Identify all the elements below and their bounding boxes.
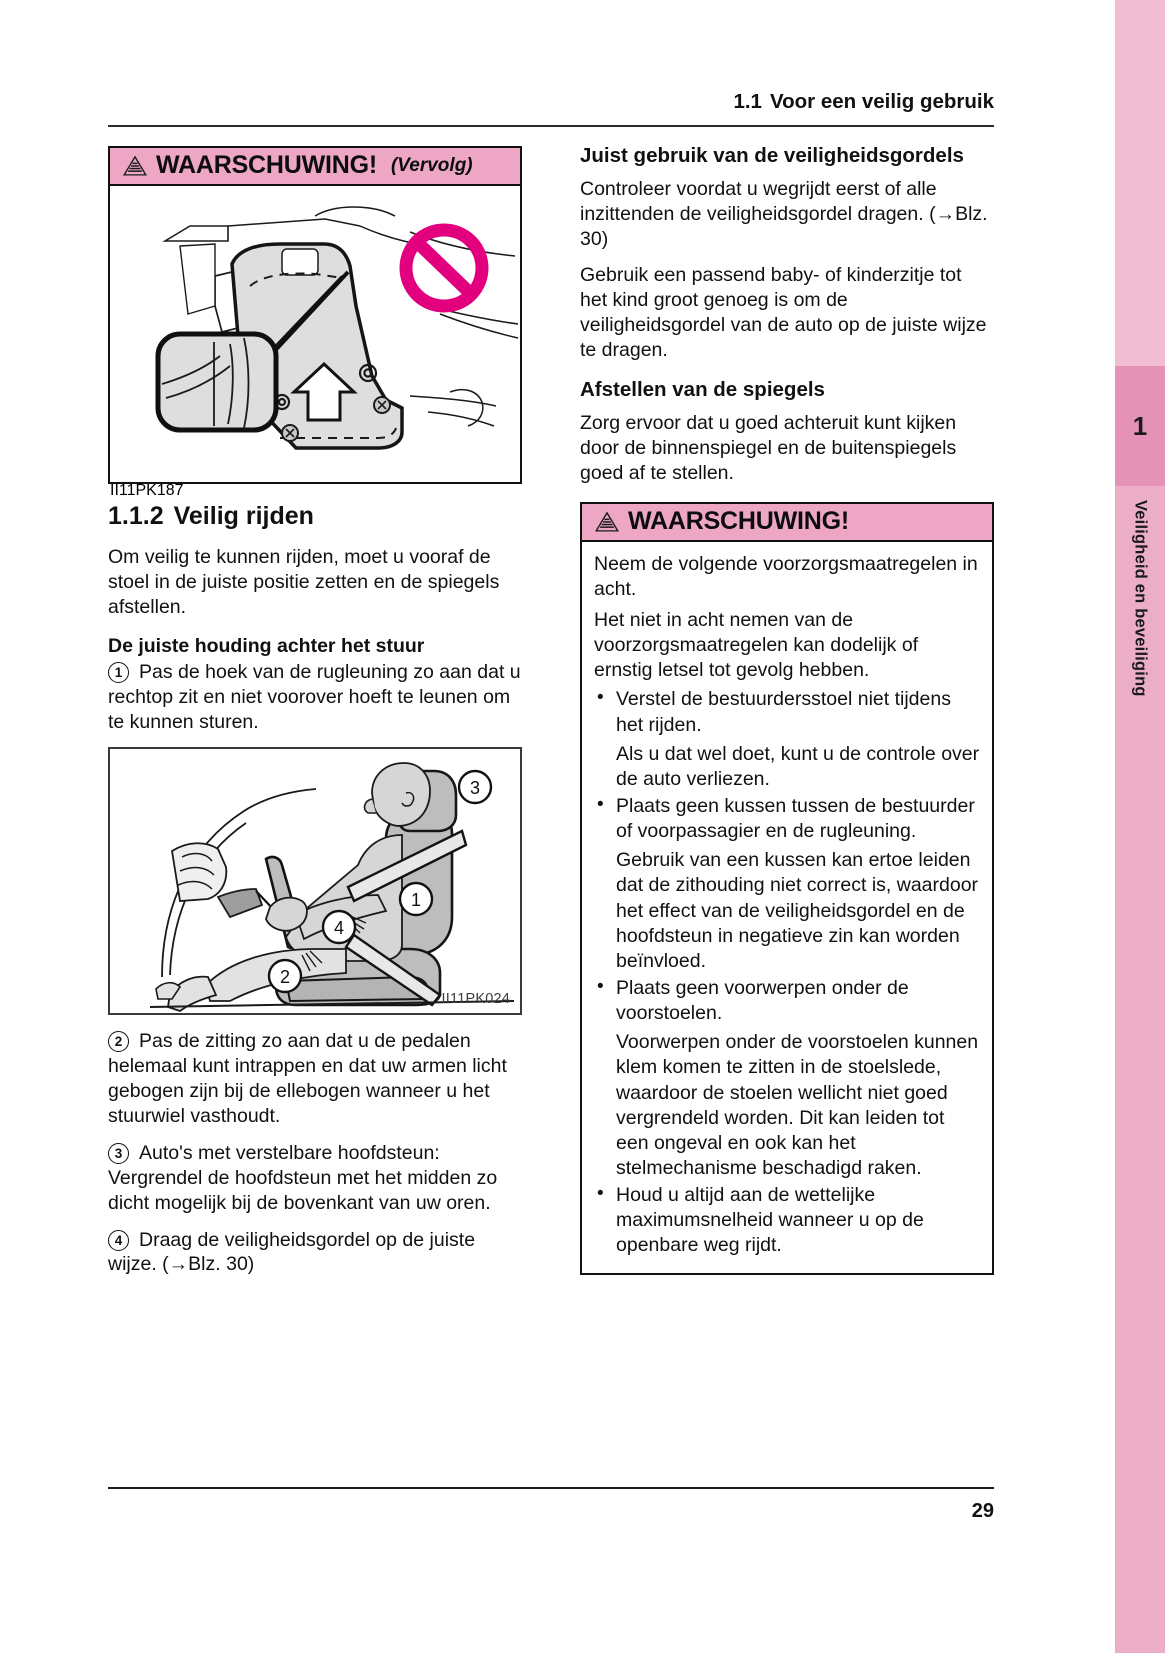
bullet-dot-icon: • [597,687,604,709]
warning-triangle-icon [122,154,148,177]
svg-text:3: 3 [469,777,481,798]
step-3-marker: 3 [108,1143,129,1164]
figure-driving-posture-art [110,749,520,1013]
warning-continued-title: WAARSCHUWING! [156,151,377,179]
header-divider [108,125,994,127]
step-3 [108,1141,522,1216]
warning-bullet-text: Plaats geen voorwerpen onder de voorstoelen. [616,977,909,1025]
bullet-dot-icon: • [597,1183,604,1205]
warning-bullet-text: Plaats geen kussen tussen de bestuurder of voorpassagier en de rugleuning. [616,795,975,843]
warning-triangle-icon [594,510,620,533]
figure-code: II11PK024 [441,990,510,1007]
subheading-posture: De juiste houding achter het stuur [108,634,425,657]
driver-head [372,763,430,826]
warning-bullet-text: Verstel de bestuurdersstoel niet tijdens het rijden. [616,688,951,736]
warning-intro-2: Het niet in acht nemen van de voorzorgsmaatregelen kan dodelijk of ernstig letsel tot gevolg hebben. [594,609,919,682]
step-2-marker: 2 [108,1031,129,1052]
step-1-marker: 1 [108,662,129,683]
warning-body [582,542,992,1273]
chapter-tab-band [1115,0,1165,366]
chapter-label-text: Veiligheid en beveiliging [1131,500,1150,697]
warning-continued-body [110,186,520,499]
bullet-dot-icon: • [597,794,604,816]
svg-text:4: 4 [333,917,345,938]
chapter-number: 1 [1132,411,1148,441]
step-3-text: Auto's met verstelbare hoofdsteun: Vergrendel de hoofdsteun met het midden zo dicht mogelijk bij de bovenkant van uw oren. [108,1141,498,1214]
footer-divider [108,1487,994,1489]
svg-text:2: 2 [279,966,291,987]
step-2 [108,1029,522,1129]
warning-bullet-text: Houd u altijd aan de wettelijke maximumsnelheid wanneer u op de openbare weg rijdt. [616,1184,924,1257]
right-column [580,143,994,1275]
figure-driving-posture [108,747,522,1015]
running-head-number: 1.1 [733,90,762,113]
warning-continued-box [108,146,522,499]
paragraph-child-seat: Gebruik een passend baby- of kinderzitje tot het kind groot genoeg is om de veiligheidsgordel van de auto op de juiste wijze te dragen. [580,264,987,362]
chapter-number-box [1115,366,1165,486]
step-4-marker: 4 [108,1230,129,1251]
warning-bullet-item [594,794,980,974]
chapter-label [1115,500,1165,920]
driver-hand [266,897,307,930]
warning-bullet-sub: Gebruik van een kussen kan ertoe leiden dat de zithouding niet correct is, waardoor het effect van de veiligheidsgordel en de hoofdsteun in negatieve zin kan worden beïnvloed. [616,849,979,972]
warning-bullet-item [594,687,980,792]
step-1 [108,660,522,735]
warning-bullet-list [594,687,980,1258]
page-number: 29 [971,1500,994,1522]
paragraph-seatbelt-check: Controleer voordat u wegrijdt eerst of alle inzittenden de veiligheidsgordel dragen. (→Blz. 30) [580,177,988,250]
warning-title: WAARSCHUWING! [628,506,849,535]
bullet-dot-icon: • [597,976,604,998]
running-head-title: Voor een veilig gebruik [769,90,994,113]
chapter-edge-tab [1115,0,1165,1653]
section-heading [108,502,522,531]
prohibition-icon [406,230,482,306]
heading-mirrors: Afstellen van de spiegels [580,378,825,402]
warning-bullet-item [594,976,980,1181]
section-intro: Om veilig te kunnen rijden, moet u vooraf de stoel in de juiste positie zetten en de spiegels afstellen. [108,545,500,618]
warning-bullet-sub: Voorwerpen onder de voorstoelen kunnen klem komen te zitten in de stoelslede, waardoor de stoelen wellicht niet goed vergrendeld worden. Dit kan leiden tot een ongeval en ook kan het stelmechanisme beschadigd raken. [616,1031,979,1180]
step-2-text: Pas de zitting zo aan dat u de pedalen helemaal kunt intrappen en dat uw armen licht gebogen zijn bij de ellebogen wanneer u het stuurwiel vasthoudt. [108,1029,507,1127]
step-1-text: Pas de hoek van de rugleuning zo aan dat u rechtop zit en niet voorover hoeft te leunen om te kunnen sturen. [108,660,521,733]
warning-intro-1: Neem de volgende voorzorgsmaatregelen in acht. [594,552,978,600]
heading-seatbelt-use: Juist gebruik van de veiligheidsgordels [580,144,964,167]
warning-bullet-sub: Als u dat wel doet, kunt u de controle over de auto verliezen. [616,742,980,790]
running-head [108,90,994,114]
warning-continued-suffix: (Vervolg) [390,154,473,176]
svg-text:1: 1 [410,889,422,910]
warning-box [580,502,994,1275]
figure-seat-prohibition [110,186,520,499]
left-column [108,146,522,1289]
step-4-text: Draag de veiligheidsgordel op de juiste wijze. (→Blz. 30) [108,1228,476,1276]
section-number: 1.1.2 [108,502,164,530]
paragraph-mirrors: Zorg ervoor dat u goed achteruit kunt kijken door de binnenspiegel en de buitenspiegels goed af te stellen. [580,411,957,484]
figure-code: II11PK187 [110,482,184,499]
warning-continued-header [110,148,520,186]
section-title: Veilig rijden [173,502,314,530]
figure-seat-prohibition-art [110,186,520,482]
warning-bullet-item [594,1183,980,1258]
detail-callout-box [158,334,276,430]
warning-header [582,504,992,542]
step-4 [108,1228,522,1278]
